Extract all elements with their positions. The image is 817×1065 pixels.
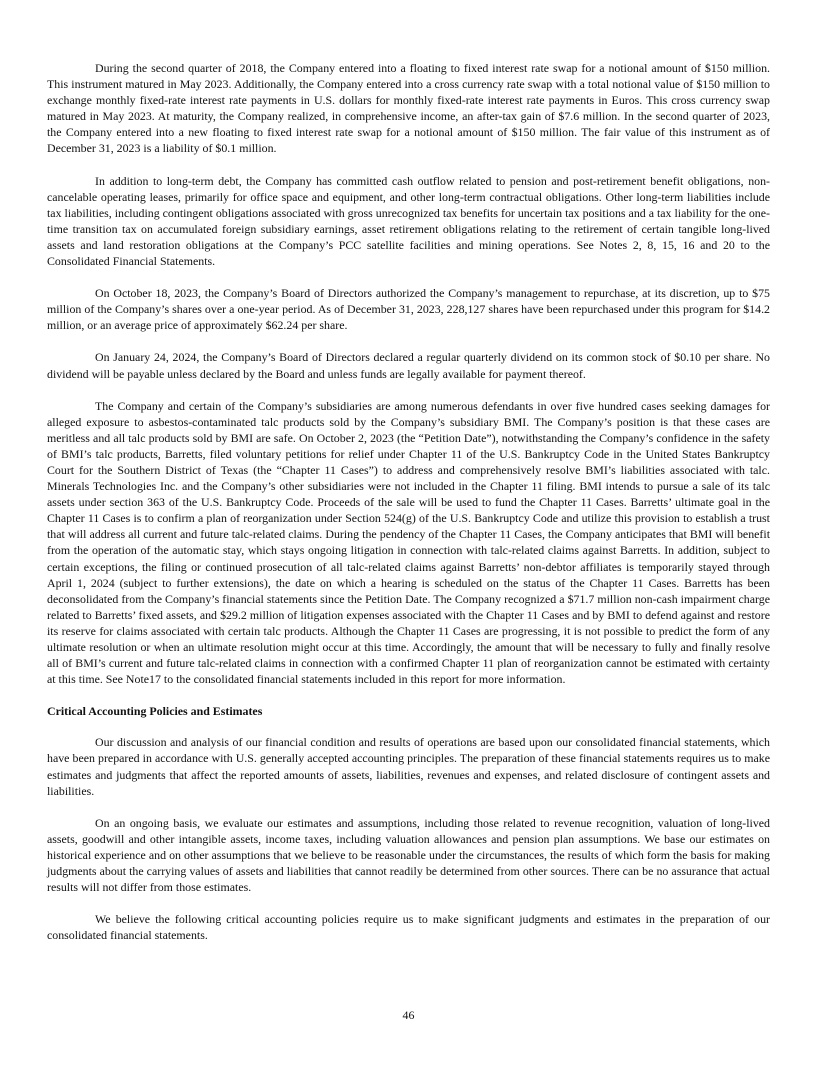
paragraph-long-term-obligations: In addition to long-term debt, the Company has committed cash outflow related to pension and post-retirement benefit obligations, non-cancelable operating leases, primarily for office space and equipment, and other long-term contractual obligations. Other long-term liabilities include tax liabilities, including contingent obligations associated with gross unrecognized tax benefits for uncertain tax positions and a tax liability for the one-time transition tax on accumulated foreign subsidiary earnings, asset retirement obligations relating to the retirement of certain tangible long-lived assets and land restoration obligations at the Company’s PCC satellite facilities and mining operations. See Notes 2, 8, 15, 16 and 20 to the Consolidated Financial Statements.	[47, 173, 770, 269]
paragraph-financial-statements-basis: Our discussion and analysis of our financial condition and results of operations are based upon our consolidated financial statements, which have been prepared in accordance with U.S. generally accepted accounting principles. The preparation of these financial statements requires us to make estimates and judgments that affect the reported amounts of assets, liabilities, revenues and expenses, and related disclosure of contingent assets and liabilities.	[47, 735, 770, 798]
paragraph-dividend: On January 24, 2024, the Company’s Board of Directors declared a regular quarterly dividend on its common stock of $0.10 per share. No dividend will be payable unless declared by the Board and unless funds are legally available for payment thereof.	[47, 350, 770, 381]
paragraph-share-repurchase: On October 18, 2023, the Company’s Board of Directors authorized the Company’s management to repurchase, at its discretion, up to $75 million of the Company’s shares over a one-year period. As of December 31, 2023, 228,127 shares have been repurchased under this program for $14.2 million, or an average price of approximately $62.24 per share.	[47, 286, 770, 333]
section-heading: Critical Accounting Policies and Estimates	[47, 704, 263, 719]
document-page	[47, 60, 770, 959]
paragraph-talc-litigation: The Company and certain of the Company’s subsidiaries are among numerous defendants in over five hundred cases seeking damages for alleged exposure to asbestos-contaminated talc products sold by the Company’s subsidiary BMI. The Company’s position is that these cases are meritless and all talc products sold by BMI are safe. On October 2, 2023 (the “Petition Date”), notwithstanding the Company’s confidence in the safety of BMI’s talc products, Barretts, filed voluntary petitions for relief under Chapter 11 of the U.S. Bankruptcy Code in the United States Bankruptcy Court for the Southern District of Texas (the “Chapter 11 Cases”) to address and comprehensively resolve BMI’s liabilities associated with talc. Minerals Technologies Inc. and the Company’s other subsidiaries were not included in the Chapter 11 filing. BMI intends to pursue a sale of its talc assets under section 363 of the U.S. Bankruptcy Code. Proceeds of the sale will be used to fund the Chapter 11 Cases. Barretts’ ultimate goal in the Chapter 11 Cases is to confirm a plan of reorganization under Section 524(g) of the U.S. Bankruptcy Code and utilize this provision to establish a trust that will address all current and future talc-related claims. During the pendency of the Chapter 11 Cases, the Company anticipates that BMI will benefit from the operation of the automatic stay, which stays ongoing litigation in connection with talc-related claims against Barretts. In addition, subject to certain exceptions, the filing or continued prosecution of all talc-related claims against Barretts’ non-debtor affiliates is temporarily stayed through April 1, 2024 (subject to further extensions), the date on which a hearing is scheduled on the status of the Chapter 11 Cases. Barretts has been deconsolidated from the Company’s financial statements since the Petition Date. The Company recognized a $71.7 million non-cash impairment charge related to Barretts’ fixed assets, and $29.2 million of litigation expenses associated with the Chapter 11 Cases and by BMI to defend against and restore its reserve for claims associated with certain talc products. Although the Chapter 11 Cases are progressing, it is not possible to predict the form of any ultimate resolution or when an ultimate resolution might occur at this time. Accordingly, the amount that will be necessary to fully and finally resolve all of BMI’s current and future talc-related claims in connection with a confirmed Chapter 11 plan of reorganization cannot be estimated with certainty at this time. See Note17 to the consolidated financial statements included in this report for more information.	[47, 398, 770, 687]
page-number: 46	[402, 1008, 415, 1022]
paragraph-interest-rate-swap: During the second quarter of 2018, the Company entered into a floating to fixed interest rate swap for a notional amount of $150 million. This instrument matured in May 2023. Additionally, the Company entered into a cross currency rate swap with a total notional value of $150 million to exchange monthly fixed-rate interest rate payments in U.S. dollars for monthly fixed-rate interest rate payments in Euros. This cross currency swap matured in May 2023. At maturity, the Company realized, in comprehensive income, an after-tax gain of $7.6 million. In the second quarter of 2023, the Company entered into a new floating to fixed interest rate swap for a notional amount of $150 million. The fair value of this instrument as of December 31, 2023 is a liability of $0.1 million.	[47, 61, 770, 156]
paragraph-estimates-evaluation: On an ongoing basis, we evaluate our estimates and assumptions, including those related to revenue recognition, valuation of long-lived assets, goodwill and other intangible assets, income taxes, including valuation allowances and pension plan assumptions. We base our estimates on historical experience and on other assumptions that we believe to be reasonable under the circumstances, the results of which form the basis for making judgments about the carrying values of assets and liabilities that cannot readily be determined from other sources. There can be no assurance that actual results will not differ from those estimates.	[47, 815, 770, 895]
paragraph-critical-policies-intro: We believe the following critical accounting policies require us to make significant judgments and estimates in the preparation of our consolidated financial statements.	[47, 912, 770, 943]
